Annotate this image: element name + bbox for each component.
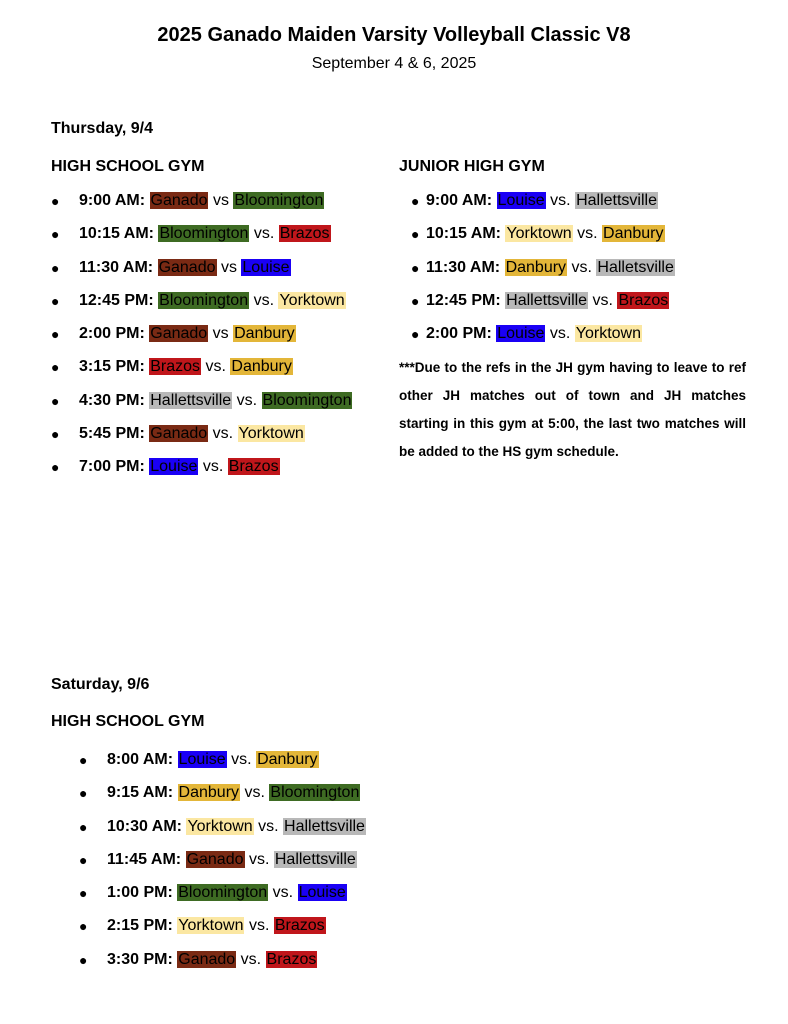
bullet-icon: ●	[51, 359, 60, 376]
versus-label: vs.	[205, 358, 226, 376]
match-time: 12:45 PM:	[79, 291, 154, 309]
match-time: 10:15 AM:	[79, 225, 154, 243]
team-name: Brazos	[618, 291, 669, 309]
versus-label: vs.	[240, 950, 262, 968]
versus-label: vs.	[549, 325, 571, 343]
team-name: Ganado	[150, 192, 208, 209]
bullet-icon: ●	[51, 292, 60, 309]
team-name: Bloomington	[234, 192, 324, 209]
bullet-icon: ●	[51, 426, 60, 443]
match-time: 9:00 AM:	[79, 192, 146, 209]
match-time: 9:00 AM:	[426, 192, 493, 209]
team-name: Danbury	[603, 225, 664, 243]
thursday-jh-gym-heading: JUNIOR HIGH GYM	[399, 158, 545, 175]
page-subtitle: September 4 & 6, 2025	[311, 55, 477, 72]
team-name: Yorktown	[279, 291, 345, 309]
match-time: 4:30 PM:	[79, 391, 145, 409]
versus-label: vs.	[592, 291, 613, 309]
bullet-icon: ●	[411, 193, 420, 209]
match-time: 11:30 AM:	[79, 258, 154, 276]
team-name: Bloomington	[159, 291, 249, 309]
team-name: Ganado	[150, 325, 208, 343]
team-name: Bloomington	[270, 784, 360, 802]
versus-label: vs.	[253, 291, 275, 309]
team-name: Ganado	[158, 258, 216, 276]
match-time: 11:30 AM:	[426, 258, 501, 276]
team-name: Ganado	[178, 950, 236, 968]
versus-label: vs.	[212, 425, 234, 443]
match-time: 3:15 PM:	[79, 358, 145, 376]
team-name: Halletsville	[597, 258, 674, 276]
team-name: Ganado	[186, 850, 244, 868]
team-name: Danbury	[231, 358, 292, 376]
versus-label: vs.	[236, 391, 258, 409]
versus-label: vs.	[258, 817, 279, 835]
bullet-icon: ●	[51, 459, 60, 476]
versus-label: vs.	[231, 751, 252, 768]
team-name: Bloomington	[262, 391, 352, 409]
page-title: 2025 Ganado Maiden Varsity Volleyball Classic V8	[157, 24, 631, 46]
team-name: Brazos	[228, 458, 279, 476]
match-time: 7:00 PM:	[79, 458, 145, 476]
bullet-icon: ●	[51, 326, 60, 343]
team-name: Hallettsville	[284, 817, 365, 835]
versus-label: vs	[220, 258, 237, 276]
versus-label: vs	[212, 325, 229, 343]
team-name: Louise	[497, 192, 545, 209]
bullet-icon: ●	[79, 785, 88, 802]
team-name: Bloomington	[159, 225, 249, 243]
bullet-icon: ●	[51, 259, 60, 276]
team-name: Danbury	[234, 325, 295, 343]
team-name: Danbury	[257, 751, 318, 768]
bullet-icon: ●	[51, 392, 60, 409]
team-name: Louise	[150, 458, 198, 476]
saturday-hs-gym-heading: HIGH SCHOOL GYM	[51, 713, 205, 730]
bullet-icon: ●	[411, 292, 420, 309]
bullet-icon: ●	[411, 226, 420, 243]
team-name: Louise	[178, 751, 226, 768]
match-time: 8:00 AM:	[107, 751, 174, 768]
team-name: Yorktown	[238, 425, 304, 443]
team-name: Yorktown	[187, 817, 253, 835]
team-name: Brazos	[266, 950, 317, 968]
match-time: 9:15 AM:	[107, 784, 174, 802]
versus-label: vs.	[550, 192, 571, 209]
team-name: Ganado	[150, 425, 208, 443]
team-name: Bloomington	[178, 884, 268, 902]
versus-label: vs.	[244, 784, 265, 802]
team-name: Yorktown	[178, 917, 244, 935]
saturday-label: Saturday, 9/6	[51, 676, 150, 693]
bullet-icon: ●	[79, 851, 88, 868]
match-time: 2:15 PM:	[107, 917, 173, 935]
bullet-icon: ●	[79, 951, 88, 968]
team-name: Louise	[242, 258, 290, 276]
bullet-icon: ●	[79, 752, 88, 768]
team-name: Danbury	[505, 258, 567, 276]
match-time: 2:00 PM:	[79, 325, 145, 343]
team-name: Brazos	[279, 225, 330, 243]
bullet-icon: ●	[51, 226, 60, 243]
match-time: 10:30 AM:	[107, 817, 182, 835]
versus-label: vs.	[248, 850, 270, 868]
versus-label: vs.	[577, 225, 598, 243]
jh-gym-note: ***Due to the refs in the JH gym having to leave to ref other JH matches out of town and JH matches starting in this gym at 5:00, the last two matches will be added to the HS gym schedule.	[399, 360, 746, 459]
bullet-icon: ●	[79, 885, 88, 902]
bullet-icon: ●	[79, 918, 88, 935]
team-name: Brazos	[150, 358, 201, 376]
versus-label: vs	[212, 192, 229, 209]
versus-label: vs.	[202, 458, 224, 476]
team-name: Yorktown	[575, 325, 641, 343]
versus-label: vs.	[253, 225, 275, 243]
team-name: Yorktown	[506, 225, 572, 243]
match-time: 3:30 PM:	[107, 950, 173, 968]
versus-label: vs.	[571, 258, 592, 276]
team-name: Hallettsville	[274, 850, 356, 868]
versus-label: vs.	[248, 917, 270, 935]
match-time: 11:45 AM:	[107, 850, 182, 868]
team-name: Hallettsville	[576, 192, 657, 209]
match-time: 5:45 PM:	[79, 425, 145, 443]
team-name: Hallettsville	[506, 291, 588, 309]
team-name: Brazos	[274, 917, 325, 935]
bullet-icon: ●	[411, 259, 420, 276]
team-name: Hallettsville	[150, 391, 232, 409]
bullet-icon: ●	[411, 326, 420, 343]
team-name: Louise	[497, 325, 545, 343]
thursday-label: Thursday, 9/4	[51, 120, 153, 137]
match-time: 12:45 PM:	[426, 291, 501, 309]
bullet-icon: ●	[79, 818, 88, 835]
match-time: 10:15 AM:	[426, 225, 501, 243]
match-time: 1:00 PM:	[107, 884, 173, 902]
versus-label: vs.	[272, 884, 294, 902]
team-name: Danbury	[178, 784, 240, 802]
match-time: 2:00 PM:	[426, 325, 492, 343]
team-name: Louise	[298, 884, 346, 902]
bullet-icon: ●	[51, 193, 60, 209]
thursday-hs-gym-heading: HIGH SCHOOL GYM	[51, 158, 205, 175]
